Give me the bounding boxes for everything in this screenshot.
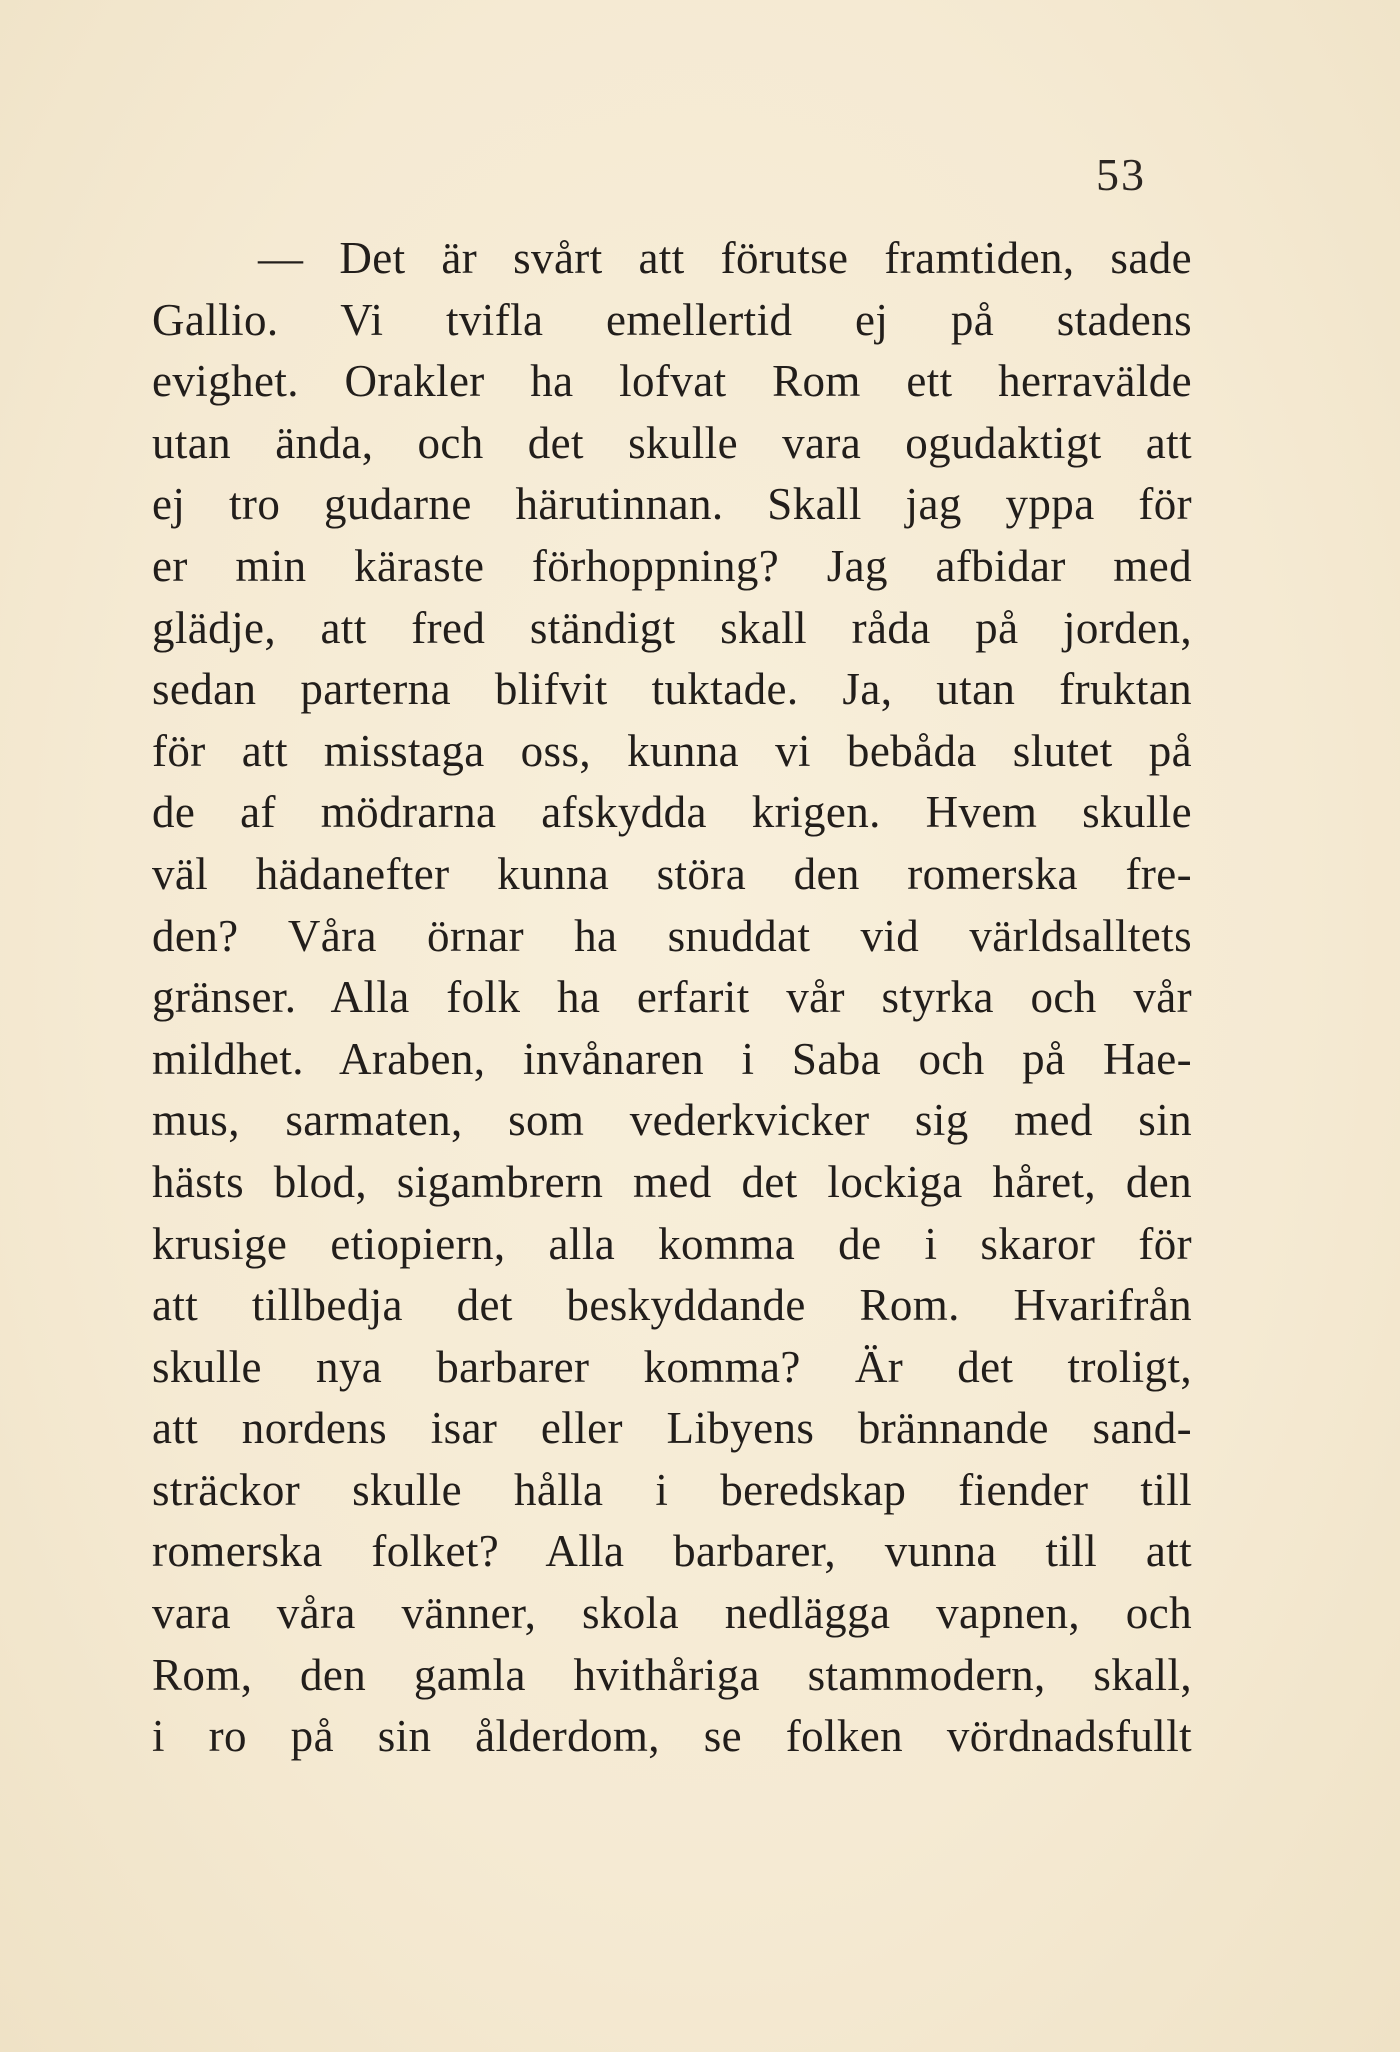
text-line: er min käraste förhoppning? Jag afbidar med	[152, 540, 1192, 591]
text-line: hästs blod, sigambrern med det lockiga håret, den	[152, 1156, 1192, 1207]
text-line: att tillbedja det beskyddande Rom. Hvarifrån	[152, 1280, 1192, 1331]
page-number: 53	[1096, 149, 1146, 200]
body-text	[152, 228, 1192, 1768]
text-line: gränser. Alla folk ha erfarit vår styrka och vår	[152, 972, 1192, 1023]
text-line: Rom, den gamla hvithåriga stammodern, skall,	[152, 1649, 1192, 1700]
text-line: Gallio. Vi tvifla emellertid ej på stadens	[152, 294, 1192, 345]
text-line: sträckor skulle hålla i beredskap fiender till	[152, 1464, 1192, 1515]
text-line: glädje, att fred ständigt skall råda på jorden,	[152, 602, 1192, 653]
text-line: sedan parterna blifvit tuktade. Ja, utan fruktan	[152, 664, 1192, 715]
text-line: för att misstaga oss, kunna vi bebåda slutet på	[152, 725, 1192, 776]
text-line: krusige etiopiern, alla komma de i skaror för	[152, 1218, 1192, 1269]
text-line: mus, sarmaten, som vederkvicker sig med sin	[152, 1095, 1192, 1146]
text-line: utan ända, och det skulle vara ogudaktigt att	[152, 417, 1192, 468]
text-line: ej tro gudarne härutinnan. Skall jag yppa för	[152, 479, 1192, 530]
text-line: de af mödrarna afskydda krigen. Hvem skulle	[152, 787, 1192, 838]
text-line: mildhet. Araben, invånaren i Saba och på Hae-	[152, 1033, 1192, 1084]
text-line: vara våra vänner, skola nedlägga vapnen, och	[152, 1588, 1192, 1639]
text-line: — Det är svårt att förutse framtiden, sade	[258, 233, 1192, 283]
text-line: skulle nya barbarer komma? Är det troligt,	[152, 1341, 1192, 1392]
text-line: i ro på sin ålderdom, se folken vördnadsfullt	[152, 1711, 1192, 1762]
text-line: väl hädanefter kunna störa den romerska fre-	[152, 848, 1192, 899]
text-line: att nordens isar eller Libyens brännande sand-	[152, 1403, 1192, 1454]
text-line: den? Våra örnar ha snuddat vid världsalltets	[152, 910, 1192, 961]
text-line: evighet. Orakler ha lofvat Rom ett herravälde	[152, 356, 1192, 407]
text-line: romerska folket? Alla barbarer, vunna till att	[152, 1526, 1192, 1577]
